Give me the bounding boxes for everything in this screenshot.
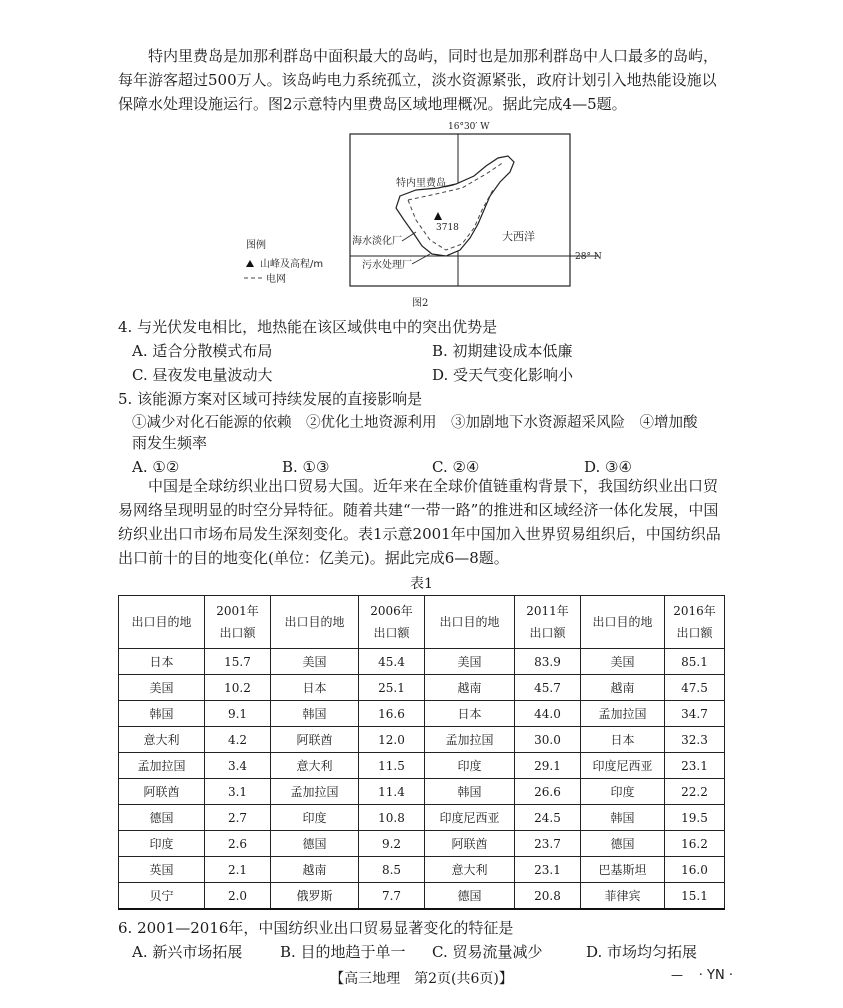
header-2011-value: 2011年 出口额 [515, 596, 581, 649]
table-cell: 美国 [119, 675, 205, 701]
table-cell: 2.7 [205, 805, 271, 831]
table-cell: 意大利 [425, 857, 515, 883]
table-cell: 7.7 [359, 883, 425, 910]
latitude-label: 28° N [575, 252, 602, 262]
table-cell: 29.1 [515, 753, 581, 779]
table-cell: 16.0 [665, 857, 725, 883]
table-cell: 韩国 [425, 779, 515, 805]
intro-paragraph-2: 中国是全球纺织业出口贸易大国。近年来在全球价值链重构背景下，我国纺织业出口贸易网络呈现明显的时空分异特征。随着共建“一带一路”的推进和区域经济一体化发展，中国纺织业出口市场布局发生深刻变化。表1示意2001年中国加入世界贸易组织后，中国纺织品出口前十的目的地变化(单位：亿美元)。据此完成6—8题。 [118, 477, 721, 567]
table-cell: 孟加拉国 [271, 779, 359, 805]
table-cell: 2.0 [205, 883, 271, 910]
table-row [119, 649, 725, 675]
table-row [119, 857, 725, 883]
table-cell: 16.6 [359, 701, 425, 727]
table-cell: 印度尼西亚 [425, 805, 515, 831]
table-cell: 韩国 [271, 701, 359, 727]
table-cell: 30.0 [515, 727, 581, 753]
table-cell: 意大利 [271, 753, 359, 779]
q4-option-a: A. 适合分散模式布局 [132, 342, 273, 360]
table-cell: 10.2 [205, 675, 271, 701]
table-cell: 15.7 [205, 649, 271, 675]
table-cell: 印度 [271, 805, 359, 831]
table-cell: 23.7 [515, 831, 581, 857]
island-shape [396, 156, 514, 256]
table-cell: 83.9 [515, 649, 581, 675]
table-cell: 16.2 [665, 831, 725, 857]
table-row [119, 831, 725, 857]
ocean-label: 大西洋 [502, 230, 535, 243]
q5-option-d: D. ③④ [584, 458, 632, 476]
q5-items-line-1: ①减少对化石能源的依赖 ②优化土地资源利用 ③加剧地下水资源超采风险 ④增加酸 [132, 415, 698, 431]
table-cell: 20.8 [515, 883, 581, 910]
table-cell: 23.1 [515, 857, 581, 883]
figure-caption: 图2 [412, 298, 429, 309]
table-cell: 印度 [425, 753, 515, 779]
table-cell: 45.4 [359, 649, 425, 675]
table-row [119, 675, 725, 701]
q6-option-b: B. 目的地趋于单一 [280, 943, 406, 961]
q4-option-b: B. 初期建设成本低廉 [432, 342, 573, 360]
table-cell: 8.5 [359, 857, 425, 883]
legend-title: 图例 [246, 240, 266, 251]
table-cell: 23.1 [665, 753, 725, 779]
table-cell: 阿联酋 [119, 779, 205, 805]
table-cell: 越南 [581, 675, 665, 701]
table-cell: 15.1 [665, 883, 725, 910]
q4-option-c: C. 昼夜发电量波动大 [132, 366, 273, 384]
island-label: 特内里费岛 [396, 178, 446, 189]
table-cell: 2.1 [205, 857, 271, 883]
table-cell: 11.4 [359, 779, 425, 805]
table-cell: 孟加拉国 [119, 753, 205, 779]
table-cell: 德国 [425, 883, 515, 910]
header-destination: 出口目的地 [119, 596, 205, 649]
table-cell: 12.0 [359, 727, 425, 753]
table-row [119, 883, 725, 910]
table-cell: 9.1 [205, 701, 271, 727]
table-title: 表1 [410, 576, 433, 592]
table-row [119, 753, 725, 779]
header-2006-value: 2006年 出口额 [359, 596, 425, 649]
table-cell: 3.1 [205, 779, 271, 805]
table-row [119, 727, 725, 753]
table-cell: 44.0 [515, 701, 581, 727]
table-cell: 日本 [581, 727, 665, 753]
table-cell: 85.1 [665, 649, 725, 675]
table-cell: 韩国 [119, 701, 205, 727]
table-cell: 德国 [271, 831, 359, 857]
legend-grid-label: 电网 [266, 274, 286, 285]
q5-items-line-2: 雨发生频率 [132, 434, 208, 452]
q5-option-a: A. ①② [132, 458, 180, 476]
desalination-leader [402, 232, 416, 241]
table-cell: 24.5 [515, 805, 581, 831]
table-cell: 11.5 [359, 753, 425, 779]
footer-dash: — [671, 968, 683, 982]
table-cell: 德国 [581, 831, 665, 857]
q5-option-c: C. ②④ [432, 458, 480, 476]
q5-option-b: B. ①③ [282, 458, 330, 476]
footer-page-info: 【高三地理 第2页(共6页)】 [330, 971, 513, 987]
table-header-row [119, 596, 725, 649]
question-4-stem: 4. 与光伏发电相比，地热能在该区域供电中的突出优势是 [118, 318, 498, 336]
q6-option-d: D. 市场均匀拓展 [586, 943, 698, 961]
table-cell: 美国 [581, 649, 665, 675]
legend-peak-label: 山峰及高程/m [260, 259, 324, 270]
sewage-plant-label: 污水处理厂 [362, 260, 412, 271]
table-cell: 印度尼西亚 [581, 753, 665, 779]
page-footer [0, 968, 843, 988]
table-cell: 巴基斯坦 [581, 857, 665, 883]
table-cell: 韩国 [581, 805, 665, 831]
table-cell: 日本 [119, 649, 205, 675]
table-row [119, 701, 725, 727]
table-cell: 25.1 [359, 675, 425, 701]
table-cell: 4.2 [205, 727, 271, 753]
table-cell: 德国 [119, 805, 205, 831]
figure-2-map [240, 116, 620, 316]
table-cell: 19.5 [665, 805, 725, 831]
table-cell: 越南 [425, 675, 515, 701]
table-cell: 2.6 [205, 831, 271, 857]
table-cell: 日本 [271, 675, 359, 701]
table-cell: 10.8 [359, 805, 425, 831]
table-cell: 菲律宾 [581, 883, 665, 910]
table-cell: 美国 [425, 649, 515, 675]
q6-option-c: C. 贸易流量减少 [432, 943, 543, 961]
table-cell: 34.7 [665, 701, 725, 727]
question-6-stem: 6. 2001—2016年，中国纺织业出口贸易显著变化的特征是 [118, 919, 514, 937]
footer-code: · YN · [698, 968, 733, 983]
table-cell: 9.2 [359, 831, 425, 857]
question-5-stem: 5. 该能源方案对区域可持续发展的直接影响是 [118, 390, 423, 408]
table-cell: 日本 [425, 701, 515, 727]
longitude-label: 16°30′ W [448, 122, 490, 132]
q4-option-d: D. 受天气变化影响小 [432, 366, 574, 384]
legend-peak-icon [246, 260, 254, 267]
table-cell: 3.4 [205, 753, 271, 779]
peak-elevation-label: 3718 [436, 223, 459, 233]
table-cell: 45.7 [515, 675, 581, 701]
table-cell: 47.5 [665, 675, 725, 701]
table-cell: 孟加拉国 [425, 727, 515, 753]
table-cell: 32.3 [665, 727, 725, 753]
table-row [119, 779, 725, 805]
table-cell: 印度 [119, 831, 205, 857]
export-table [118, 595, 725, 910]
intro-paragraph-1: 特内里费岛是加那利群岛中面积最大的岛屿，同时也是加那利群岛中人口最多的岛屿，每年游客超过500万人。该岛屿电力系统孤立，淡水资源紧张，政府计划引入地热能设施以保障水处理设施运行。图2示意特内里费岛区域地理概况。据此完成4—5题。 [118, 47, 719, 113]
header-destination: 出口目的地 [581, 596, 665, 649]
header-destination: 出口目的地 [271, 596, 359, 649]
table-cell: 孟加拉国 [581, 701, 665, 727]
table-cell: 越南 [271, 857, 359, 883]
q6-option-a: A. 新兴市场拓展 [132, 943, 243, 961]
table-cell: 意大利 [119, 727, 205, 753]
table-cell: 印度 [581, 779, 665, 805]
table-cell: 俄罗斯 [271, 883, 359, 910]
table-cell: 22.2 [665, 779, 725, 805]
table-cell: 英国 [119, 857, 205, 883]
table-cell: 贝宁 [119, 883, 205, 910]
header-destination: 出口目的地 [425, 596, 515, 649]
table-cell: 阿联酋 [425, 831, 515, 857]
table-cell: 26.6 [515, 779, 581, 805]
table-cell: 美国 [271, 649, 359, 675]
header-2001-value: 2001年 出口额 [205, 596, 271, 649]
desalination-plant-label: 海水淡化厂 [352, 236, 402, 247]
header-2016-value: 2016年 出口额 [665, 596, 725, 649]
table-cell: 阿联酋 [271, 727, 359, 753]
table-row [119, 805, 725, 831]
